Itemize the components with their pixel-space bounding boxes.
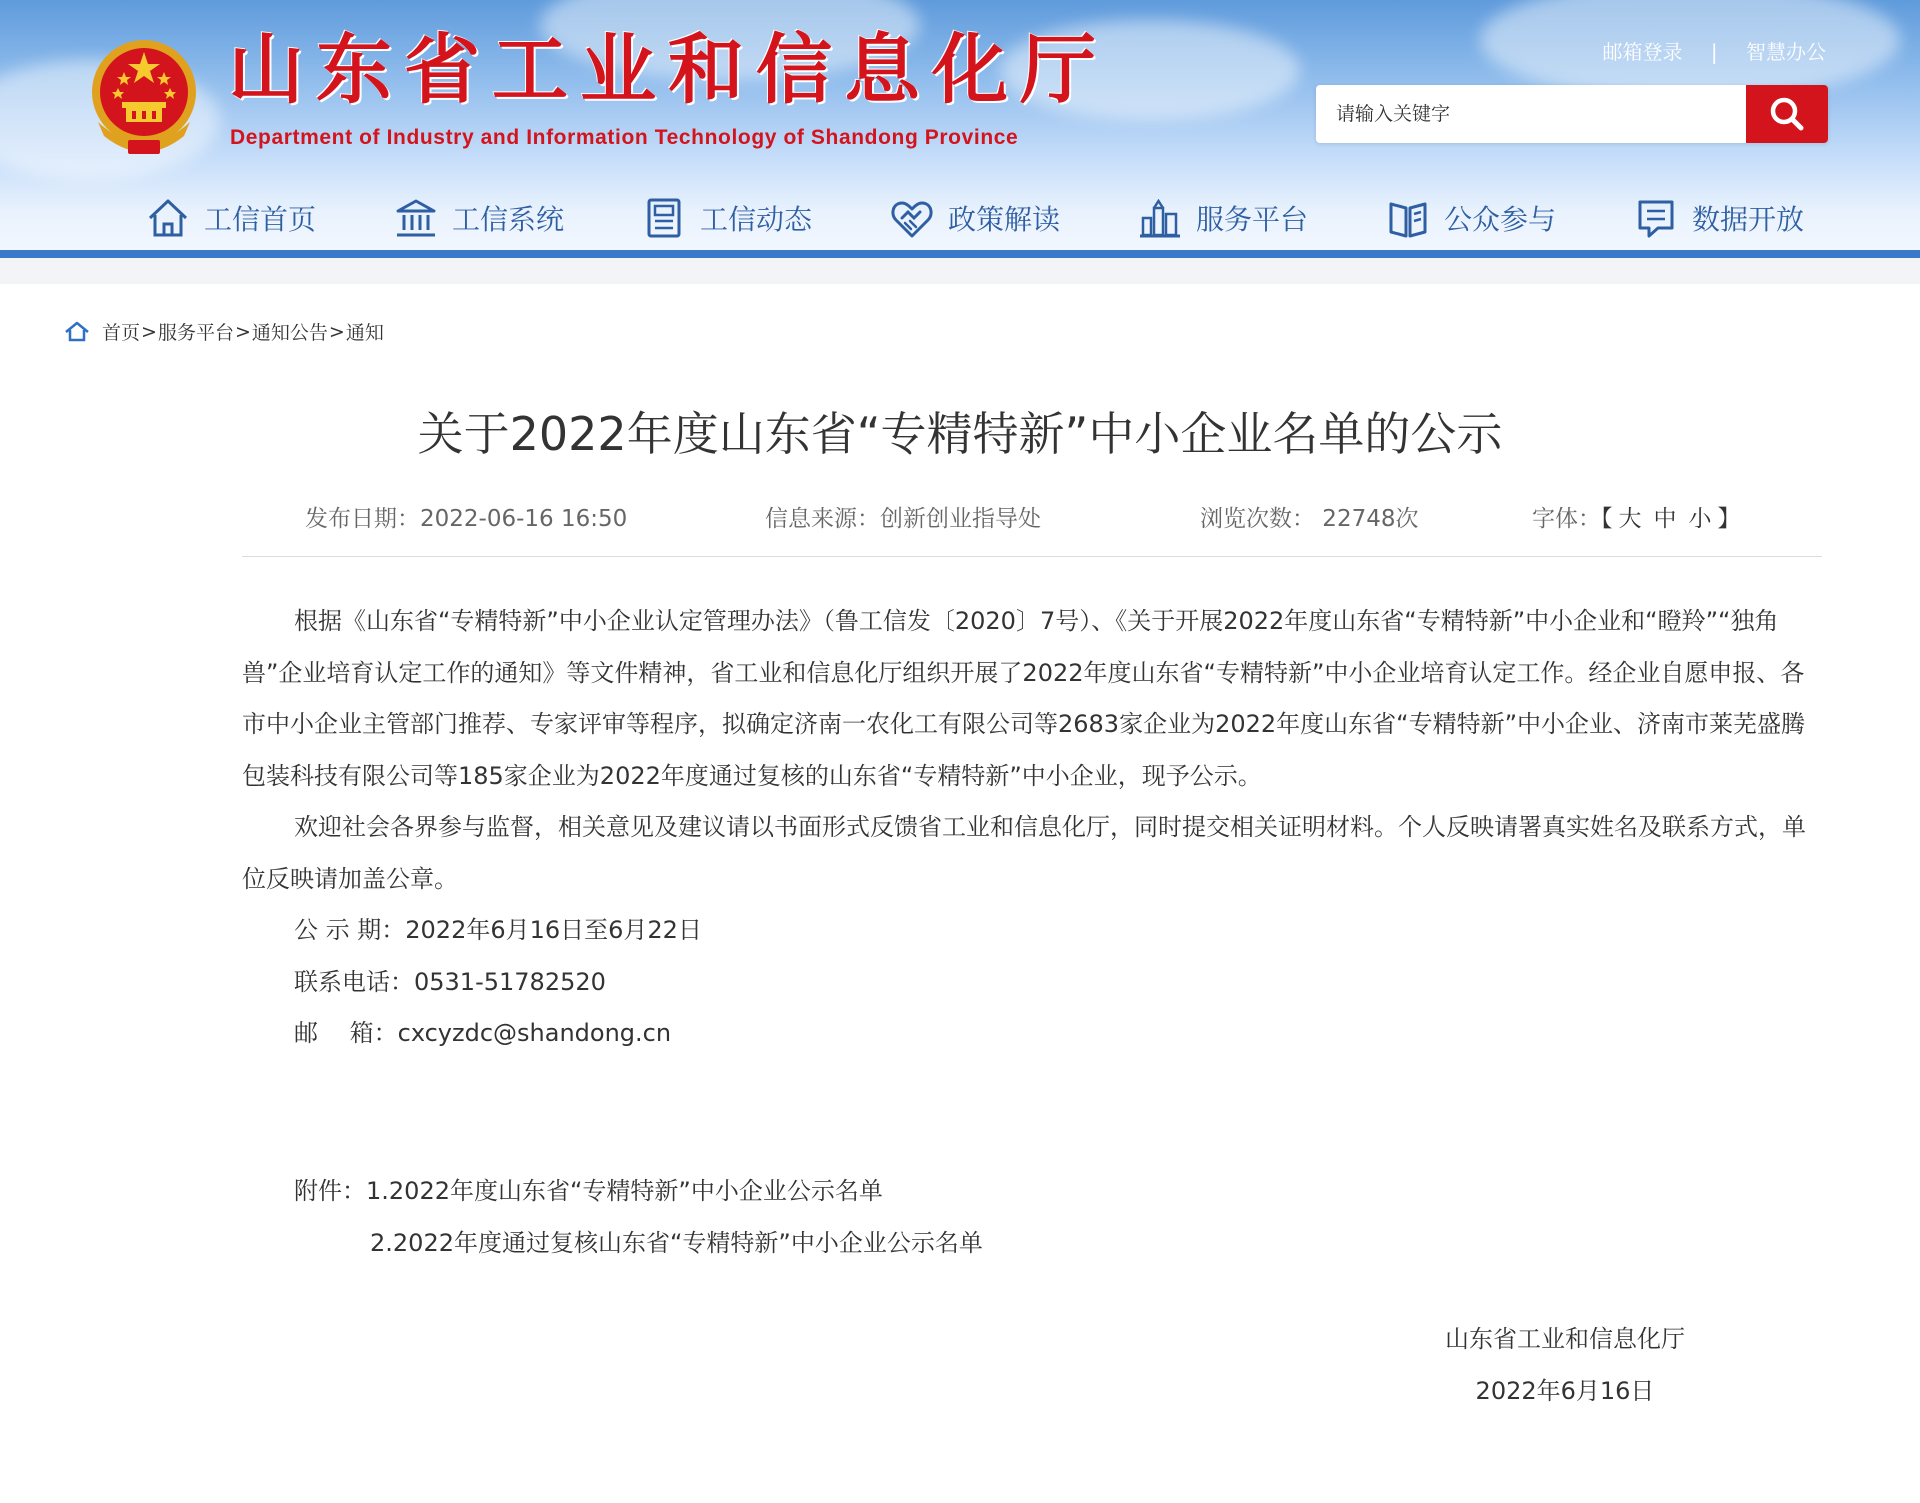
publish-date: 发布日期：2022-06-16 16:50 <box>305 506 628 532</box>
header-divider-bar <box>0 250 1920 258</box>
search-box <box>1316 85 1828 143</box>
view-count: 浏览次数： 22748次 <box>1200 506 1419 532</box>
breadcrumb-separator: > <box>141 320 157 343</box>
article-body <box>242 596 1822 1060</box>
attachments <box>294 1166 983 1269</box>
header-shadow-band <box>0 258 1920 284</box>
home-icon <box>64 321 90 343</box>
meta-divider <box>242 556 1822 557</box>
attachment-row <box>294 1218 983 1270</box>
font-bracket-close: 】 <box>1717 506 1741 532</box>
home-icon <box>146 196 190 240</box>
smart-office-link[interactable]: 智慧办公 <box>1746 40 1826 64</box>
nav-item-home[interactable] <box>146 190 316 246</box>
nav-item-system[interactable] <box>394 190 564 246</box>
site-header <box>0 0 1920 258</box>
font-medium-button[interactable]: 中 <box>1653 506 1677 532</box>
body-paragraph: 根据《山东省“专精特新”中小企业认定管理办法》（鲁工信发〔2020〕7号）、《关于开展2022年度山东省“专精特新”中小企业和“瞪羚”“独角兽”企业培育认定工作的通知》等文件精神，省工业和信息化厅组织开展了2022年度山东省“专精特新”中小企业培育认定工作。经企业自愿申报、各市中小企业主管部门推荐、专家评审等程序，拟确定济南一农化工有限公司等2683家企业为2022年度山东省“专精特新”中小企业、济南市莱芜盛腾包装科技有限公司等185家企业为2022年度通过复核的山东省“专精特新”中小企业，现予公示。 <box>242 607 1806 790</box>
nav-item-policy[interactable] <box>890 190 1060 246</box>
breadcrumb-announcements[interactable]: 通知公告 <box>251 322 328 344</box>
attachments-label: 附件： <box>294 1177 366 1205</box>
signature <box>1400 1314 1730 1417</box>
top-links-separator: | <box>1710 40 1718 64</box>
nav-item-public[interactable] <box>1386 190 1556 246</box>
nav-item-label: 数据开放 <box>1692 203 1805 236</box>
nav-item-label: 工信首页 <box>204 203 317 236</box>
search-button[interactable] <box>1746 85 1828 143</box>
breadcrumb <box>64 318 384 345</box>
nav-item-label: 工信系统 <box>452 203 565 236</box>
building-icon <box>394 196 438 240</box>
breadcrumb-notice[interactable]: 通知 <box>345 322 384 344</box>
breadcrumb-service-platform[interactable]: 服务平台 <box>157 322 234 344</box>
nav-item-news[interactable] <box>642 190 812 246</box>
book-icon <box>1386 196 1430 240</box>
nav-item-data[interactable] <box>1634 190 1804 246</box>
nav-item-label: 政策解读 <box>948 203 1061 236</box>
handshake-icon <box>890 196 934 240</box>
site-title-en: Department of Industry and Information Technology of Shandong Province <box>230 126 1019 149</box>
document-icon <box>642 196 686 240</box>
attachment-link[interactable]: 1.2022年度山东省“专精特新”中小企业公示名单 <box>366 1177 883 1205</box>
search-icon <box>1767 94 1807 134</box>
message-icon <box>1634 196 1678 240</box>
article-title: 关于2022年度山东省“专精特新”中小企业名单的公示 <box>417 407 1503 461</box>
main-nav <box>0 190 1920 246</box>
breadcrumb-separator: > <box>234 320 251 343</box>
nav-item-label: 工信动态 <box>700 203 813 236</box>
signature-org: 山东省工业和信息化厅 <box>1445 1325 1685 1353</box>
search-input[interactable] <box>1316 85 1746 143</box>
body-paragraph: 欢迎社会各界参与监督，相关意见及建议请以书面形式反馈省工业和信息化厅，同时提交相关证明材料。个人反映请署真实姓名及联系方式，单位反映请加盖公章。 <box>242 813 1806 893</box>
nav-item-service[interactable] <box>1138 190 1308 246</box>
mail-login-link[interactable]: 邮箱登录 <box>1602 40 1683 64</box>
font-size-label: 字体： <box>1532 506 1601 532</box>
contact-email: 邮 箱：cxcyzdc@shandong.cn <box>294 1019 672 1047</box>
font-small-button[interactable]: 小 <box>1688 506 1712 532</box>
site-title-cn: 山东省工业和信息化厅 <box>228 25 1108 114</box>
nav-item-label: 服务平台 <box>1196 203 1309 236</box>
breadcrumb-separator: > <box>328 320 345 343</box>
signature-date: 2022年6月16日 <box>1475 1376 1655 1405</box>
font-bracket-open: 【 <box>1601 506 1613 532</box>
font-size-control <box>1532 500 1741 533</box>
city-icon <box>1138 196 1182 240</box>
nav-item-label: 公众参与 <box>1444 203 1557 236</box>
article-meta <box>0 500 1920 540</box>
top-links <box>1603 36 1826 65</box>
national-emblem-icon <box>88 36 200 160</box>
breadcrumb-home[interactable]: 首页 <box>102 322 141 344</box>
font-large-button[interactable]: 大 <box>1618 506 1642 532</box>
attachment-link[interactable]: 2.2022年度通过复核山东省“专精特新”中小企业公示名单 <box>370 1228 983 1257</box>
attachment-row <box>294 1166 983 1218</box>
publicity-period: 公 示 期：2022年6月16日至6月22日 <box>294 916 702 944</box>
info-source: 信息来源：创新创业指导处 <box>765 506 1041 532</box>
contact-phone: 联系电话：0531-51782520 <box>294 967 606 996</box>
